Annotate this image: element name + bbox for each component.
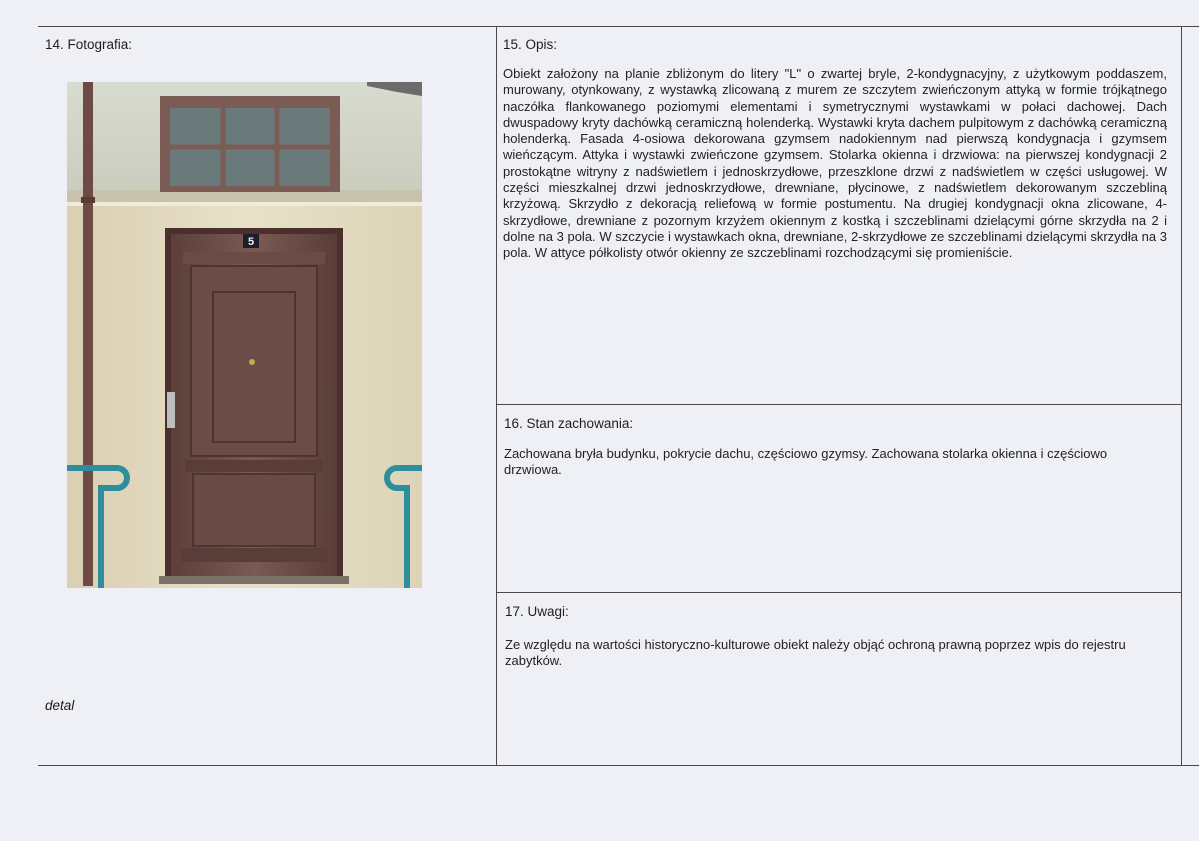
photo-section-label: 14. Fotografia: (45, 37, 133, 52)
remarks-section-label: 17. Uwagi: (505, 604, 569, 619)
condition-section-label: 16. Stan zachowania: (504, 416, 634, 431)
door-photo-illustration (67, 82, 422, 588)
description-section-label: 15. Opis: (503, 37, 558, 52)
bottom-rule (38, 765, 1199, 766)
house-number: 5 (247, 236, 255, 248)
remarks-text: Ze względu na wartości historyczno-kulturowe obiekt należy objąć ochroną prawną poprzez wpis do rejestru zabytków. (505, 637, 1126, 669)
right-border (1181, 26, 1182, 766)
top-rule (38, 26, 1199, 27)
row-divider-condition (496, 404, 1182, 405)
door-photo (67, 82, 422, 588)
photo-caption: detal (45, 698, 75, 713)
row-divider-remarks (496, 592, 1182, 593)
column-divider (496, 26, 497, 766)
description-text: Obiekt założony na planie zbliżonym do litery "L" o zwartej bryle, 2-kondygnacyjny, z użytkowym poddaszem, murowany, otynkowany, z wystawką zlicowaną z murem ze szczytem zwieńczonym attyką w formie trójkątnego naczółka flankowanego poziomymi elementami i symetrycznymi wystawkami w połaci dachowej. Dach dwuspadowy kryty dachówką ceramiczną holenderką. Wystawki kryta dachem pulpitowym z dachówką ceramiczną holenderką. Fasada 4-osiowa dekorowana gzymsem nadokiennym nad pierwszą kondygnacja i gzymsem wieńczącym. Attyka i wystawki zwieńczone gzymsem. Stolarka okienna i drzwiowa: na pierwszej kondygnacji 2 prostokątne witryny z nadświetlem i jednoskrzydłowe, przeszklone drzwi z nadświetlem w części usługowej. W części mieszkalnej drzwi jednoskrzydłowe, drewniane, płycinowe, z nadświetlem dekorowanym szczebliną krzyżową. Skrzydło z dekoracją reliefową w formie postumentu. Na drugiej kondygnacji okna zlicowane, 4-skrzydłowe, drewniane z pozornym krzyżem okiennym z kostką i szczeblinami dzielącymi górne skrzydła na 2 i dolne na 3 pola. W szczycie i wystawkach okna, drewniane, 2-skrzydłowe ze szczeblinami dzielącymi skrzydła na 3 pola. W attyce półkolisty otwór okienny ze szczeblinami rozchodzącymi się promieniście. (503, 66, 1167, 261)
condition-text: Zachowana bryła budynku, pokrycie dachu, częściowo gzymsy. Zachowana stolarka okienna i częściowo drzwiowa. (504, 446, 1108, 478)
